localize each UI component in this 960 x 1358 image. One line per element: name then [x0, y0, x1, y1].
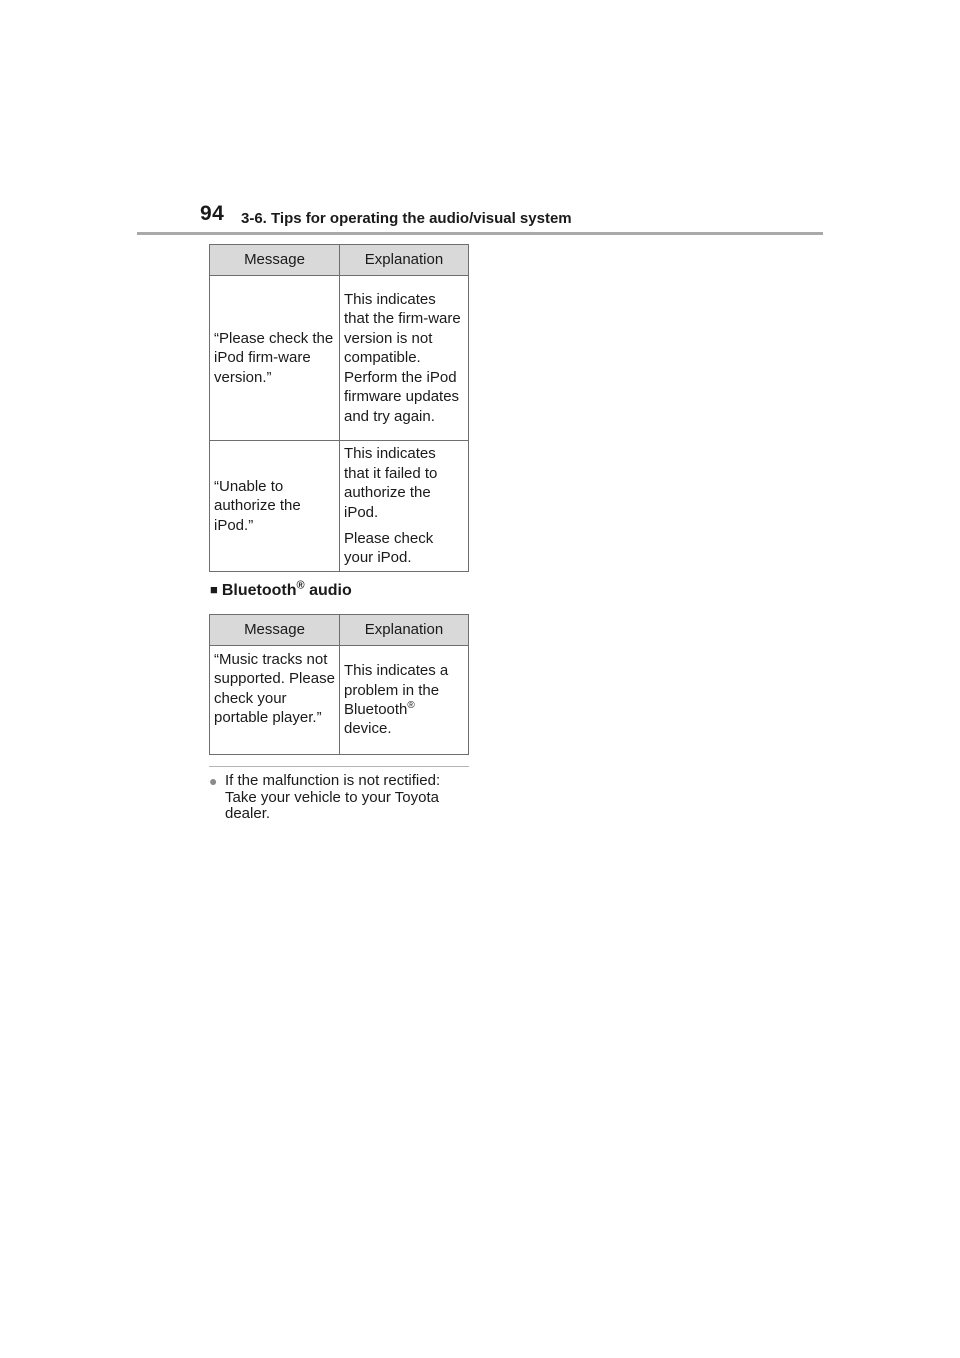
message-text: “Music tracks not supported. Please check your portable player.” — [214, 651, 335, 727]
explanation-suffix: device. — [344, 720, 392, 738]
column-header-message: Message — [210, 615, 340, 646]
explanation-cell — [340, 441, 469, 572]
heading-text: Bluetooth — [221, 582, 297, 599]
message-text: “Unable to authorize the iPod.” — [214, 477, 301, 534]
column-header-message: Message — [210, 245, 340, 276]
bluetooth-audio-heading — [210, 579, 352, 600]
explanation-prefix: This indicates a problem in the Bluetooth — [344, 662, 449, 718]
registered-mark: ® — [407, 700, 415, 711]
column-header-explanation: Explanation — [340, 245, 469, 276]
heading-suffix: audio — [304, 582, 352, 599]
section-title: 3-6. Tips for operating the audio/visual system — [241, 210, 572, 227]
explanation-cell — [340, 276, 469, 441]
note-text: If the malfunction is not rectified: Take your vehicle to your Toyota dealer. — [225, 772, 441, 822]
square-bullet-icon: ■ — [210, 582, 218, 597]
table-row — [210, 276, 469, 441]
table-row — [210, 441, 469, 572]
message-cell — [210, 646, 340, 755]
explanation-text: This indicates that it failed to authorize the iPod. — [344, 445, 438, 521]
ipod-message-table — [209, 244, 469, 572]
header-divider — [137, 232, 823, 235]
message-cell — [210, 441, 340, 572]
table-header-row — [210, 615, 469, 646]
registered-mark: ® — [296, 579, 305, 592]
bluetooth-message-table — [209, 614, 469, 755]
message-cell — [210, 276, 340, 441]
malfunction-note — [209, 773, 471, 823]
column-header-explanation: Explanation — [340, 615, 469, 646]
explanation-text: Please check your iPod. — [344, 529, 434, 567]
table-row — [210, 646, 469, 755]
explanation-cell — [340, 646, 469, 755]
explanation-text: This indicates that the firm-ware version is not compatible. Perform the iPod firmware updates and try again. — [344, 291, 461, 425]
note-divider — [209, 766, 469, 767]
explanation-text — [344, 661, 464, 739]
table-header-row — [210, 245, 469, 276]
circle-bullet-icon: ● — [209, 773, 218, 789]
message-text: “Please check the iPod firm-ware version.” — [214, 329, 334, 386]
page-number: 94 — [200, 202, 225, 225]
